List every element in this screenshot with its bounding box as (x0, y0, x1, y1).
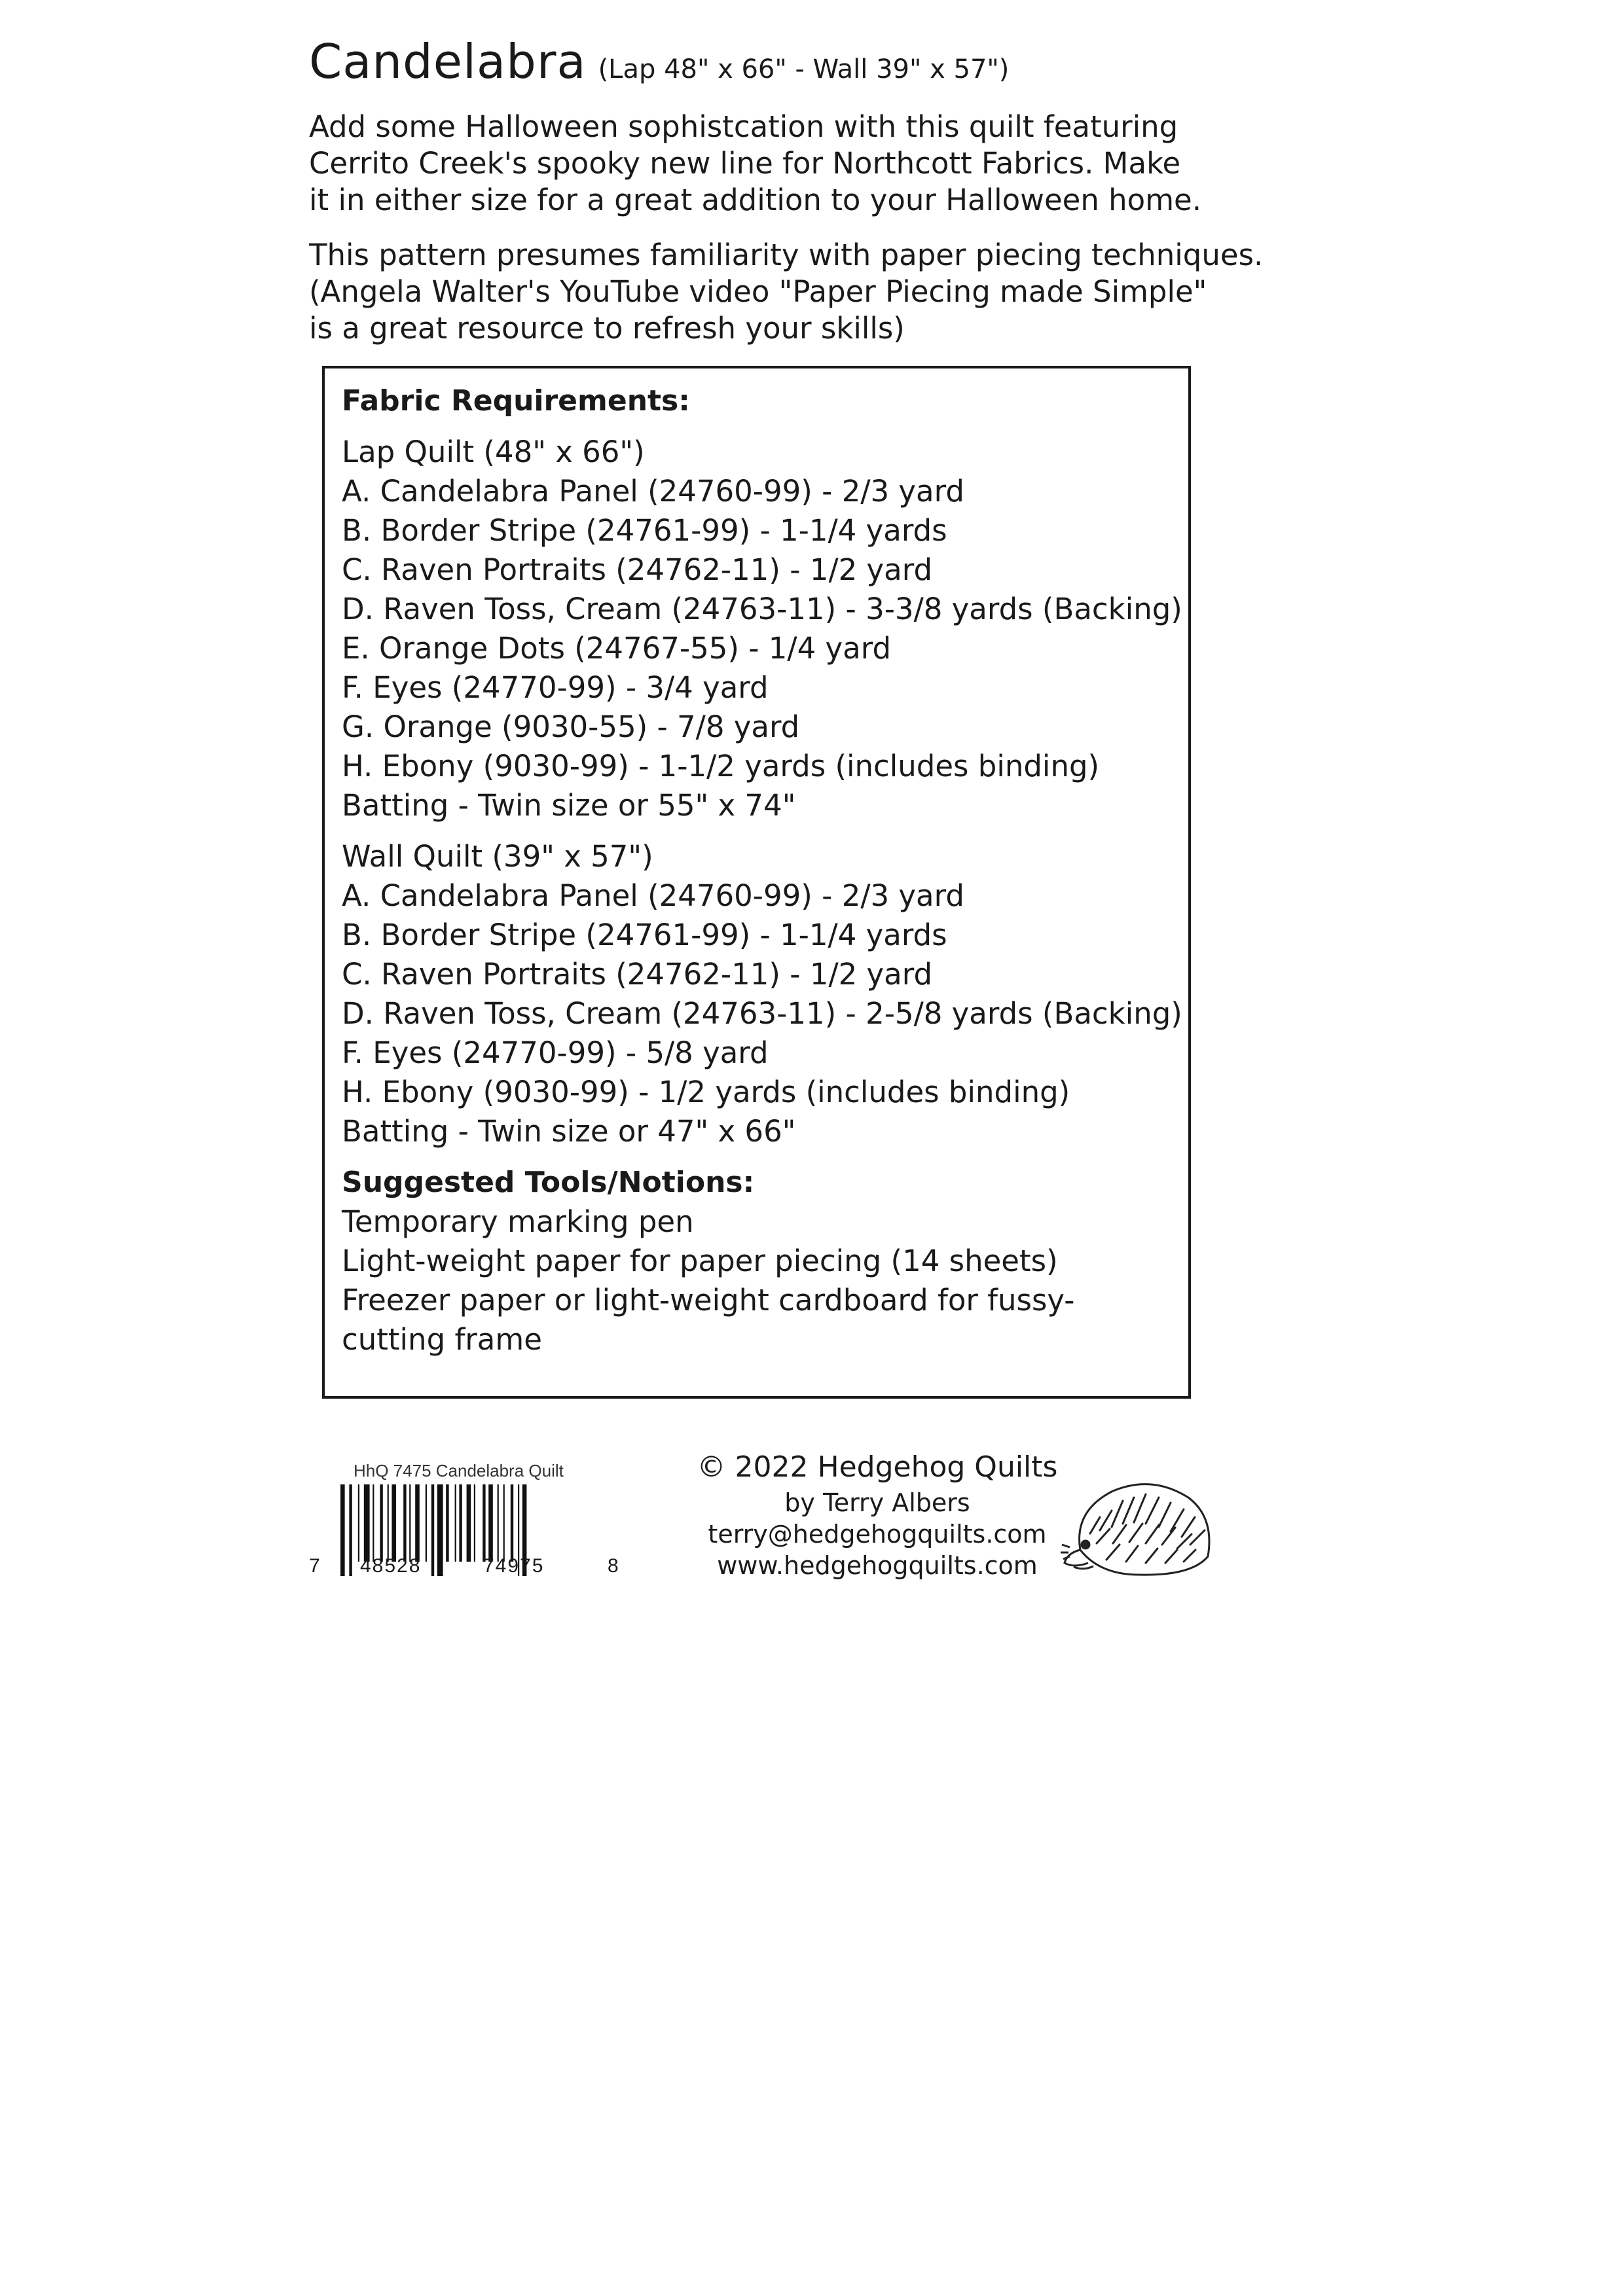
fabric-requirements-heading: Fabric Requirements: (342, 384, 690, 418)
lap-item: F. Eyes (24770-99) - 3/4 yard (342, 670, 769, 705)
wall-item: A. Candelabra Panel (24760-99) - 2/3 yard (342, 878, 964, 913)
title-row (309, 34, 1009, 89)
note-paragraph (309, 237, 1304, 347)
barcode-digit-first: 7 (309, 1555, 321, 1577)
barcode-bar (409, 1484, 410, 1562)
barcode-bar (459, 1484, 462, 1562)
note-line: is a great resource to refresh your skills) (309, 311, 905, 346)
barcode-bar (403, 1484, 406, 1562)
wall-item: B. Border Stripe (24761-99) - 1-1/4 yards (342, 918, 947, 952)
tool-item: Freezer paper or light-weight cardboard for fussy- (342, 1283, 1075, 1318)
wall-item: C. Raven Portraits (24762-11) - 1/2 yard (342, 957, 933, 992)
barcode-bar (503, 1484, 505, 1562)
barcode-bar (358, 1484, 359, 1562)
lap-item: E. Orange Dots (24767-55) - 1/4 yard (342, 631, 892, 666)
barcode-bar (511, 1484, 513, 1562)
note-line: (Angela Walter's YouTube video "Paper Piecing made Simple" (309, 274, 1207, 309)
lap-item: C. Raven Portraits (24762-11) - 1/2 yard (342, 552, 933, 587)
wall-item: Batting - Twin size or 47" x 66" (342, 1114, 796, 1149)
wall-item: D. Raven Toss, Cream (24763-11) - 2-5/8 yards (Backing) (342, 996, 1182, 1031)
lap-item: D. Raven Toss, Cream (24763-11) - 3-3/8 yards (Backing) (342, 592, 1182, 626)
hedgehog-logo-icon (1061, 1471, 1218, 1583)
barcode-bar (392, 1484, 396, 1562)
pattern-title: Candelabra (309, 34, 587, 89)
barcode-group-1: 48528 (360, 1555, 422, 1577)
barcode-bar (437, 1484, 443, 1576)
barcode-bar (426, 1484, 427, 1562)
lap-item: H. Ebony (9030-99) - 1-1/2 yards (includes binding) (342, 749, 1100, 783)
lap-item: Batting - Twin size or 55" x 74" (342, 788, 796, 823)
barcode-bar (467, 1484, 471, 1562)
intro-paragraph (309, 109, 1304, 219)
email-link[interactable]: terry@hedgehogquilts.com (708, 1520, 1047, 1549)
barcode-bar (488, 1484, 493, 1562)
barcode-bar (349, 1484, 352, 1576)
credit-block (668, 1448, 1087, 1581)
barcode-digit-last: 8 (608, 1555, 620, 1577)
lap-item: G. Orange (9030-55) - 7/8 yard (342, 709, 800, 744)
note-line: This pattern presumes familiarity with paper piecing techniques. (309, 238, 1264, 272)
tool-item: Light-weight paper for paper piecing (14 sheets) (342, 1244, 1058, 1278)
barcode-bar (388, 1484, 389, 1562)
barcode-bar (373, 1484, 374, 1562)
barcode-bar (415, 1484, 420, 1562)
tools-heading: Suggested Tools/Notions: (342, 1166, 755, 1199)
wall-item: F. Eyes (24770-99) - 5/8 yard (342, 1035, 769, 1070)
barcode-bar (474, 1484, 475, 1562)
barcode-bar (340, 1484, 345, 1576)
barcode-label: HhQ 7475 Candelabra Quilt (354, 1461, 564, 1480)
wall-quilt-title: Wall Quilt (39" x 57") (342, 839, 653, 874)
barcode-bar (431, 1484, 434, 1576)
lap-item: B. Border Stripe (24761-99) - 1-1/4 yards (342, 513, 947, 548)
lap-item: A. Candelabra Panel (24760-99) - 2/3 yard (342, 474, 964, 509)
intro-line: it in either size for a great addition to your Halloween home. (309, 183, 1202, 217)
barcode-bar (498, 1484, 499, 1562)
copyright: © 2022 Hedgehog Quilts (697, 1450, 1058, 1484)
barcode-group-2: 74975 (483, 1555, 545, 1577)
requirements-box (322, 366, 1191, 1399)
barcode-bar (455, 1484, 456, 1562)
author: by Terry Albers (784, 1488, 970, 1517)
lap-quilt-title: Lap Quilt (48" x 66") (342, 435, 645, 469)
wall-item: H. Ebony (9030-99) - 1/2 yards (includes binding) (342, 1075, 1070, 1109)
barcode-bar (380, 1484, 382, 1562)
barcode-bar (483, 1484, 485, 1562)
website-link[interactable]: www.hedgehogquilts.com (717, 1551, 1038, 1580)
tool-item: cutting frame (342, 1322, 542, 1357)
intro-line: Add some Halloween sophistcation with this quilt featuring (309, 109, 1178, 144)
pattern-sizes: (Lap 48" x 66" - Wall 39" x 57") (598, 54, 1010, 84)
barcode-bar (364, 1484, 370, 1562)
tool-item: Temporary marking pen (342, 1204, 694, 1239)
intro-line: Cerrito Creek's spooky new line for Northcott Fabrics. Make (309, 146, 1181, 181)
barcode-bar (446, 1484, 448, 1562)
